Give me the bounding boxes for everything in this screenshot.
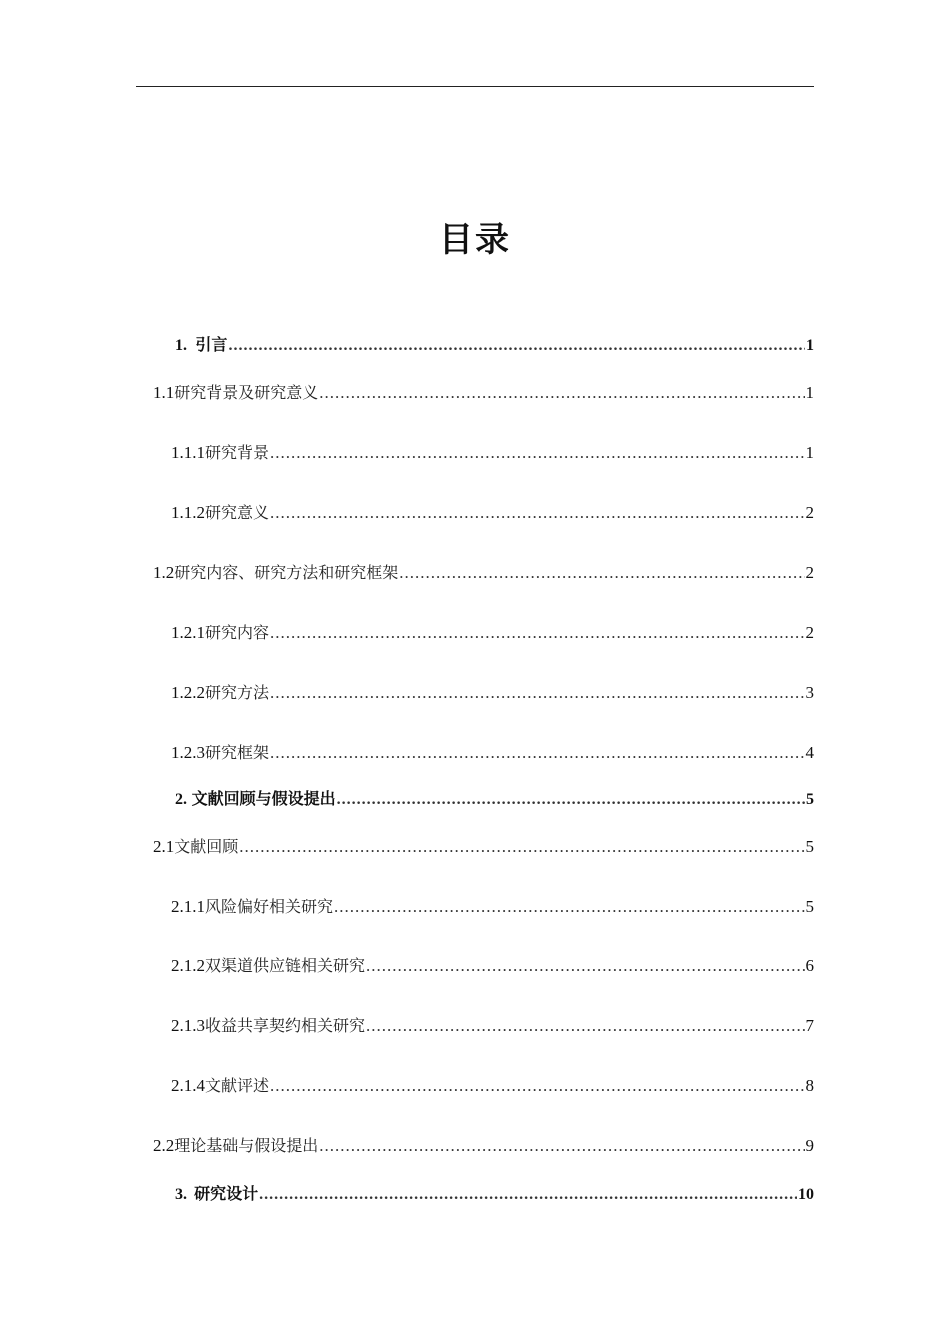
toc-entry-label: 研究背景 (205, 443, 270, 462)
toc-entry-number: 1.2 (153, 563, 175, 582)
toc-entry-page: 9 (805, 1136, 814, 1155)
toc-entry-label: 引言 (195, 335, 228, 354)
toc-entry-number: 1.1.2 (171, 503, 205, 522)
toc-entry[interactable] (175, 1181, 814, 1204)
toc-entry-number: 3. (175, 1186, 187, 1203)
toc-entry-label: 研究背景及研究意义 (174, 383, 319, 402)
toc-dot-leader (270, 1076, 804, 1096)
toc-entry-number: 2. (175, 791, 187, 808)
toc-entry[interactable] (153, 560, 814, 583)
toc-entry-label: 风险偏好相关研究 (205, 897, 334, 916)
page-title: 目录 (439, 220, 511, 260)
toc-entry-page: 6 (805, 956, 814, 975)
toc-entry-label: 文献评述 (205, 1076, 270, 1095)
toc-entry[interactable] (171, 740, 814, 763)
toc-dot-leader (319, 1136, 804, 1156)
toc-entry-page: 5 (806, 791, 814, 808)
toc-dot-leader (270, 623, 804, 643)
toc-dot-leader (337, 791, 805, 809)
toc-entry-label: 研究方法 (205, 683, 270, 702)
toc-entry-page: 4 (805, 743, 814, 762)
toc-entry-number: 2.2 (153, 1136, 175, 1155)
toc-entry-page: 2 (805, 623, 814, 642)
toc-dot-leader (270, 443, 804, 463)
toc-entry-label: 研究内容、研究方法和研究框架 (174, 563, 399, 582)
toc-entry[interactable] (171, 894, 814, 917)
toc-dot-leader (239, 837, 804, 857)
toc-entry-page: 5 (805, 897, 814, 916)
toc-entry-number: 2.1.4 (171, 1076, 205, 1095)
toc-entry-number: 1. (175, 337, 187, 354)
toc-dot-leader (259, 1186, 797, 1204)
toc-entry-label: 文献回顾 (174, 837, 239, 856)
toc-dot-leader (270, 503, 804, 523)
toc-entry[interactable] (171, 1073, 814, 1096)
toc-entry-number: 1.2.1 (171, 623, 205, 642)
toc-entry-page: 2 (805, 503, 814, 522)
toc-dot-leader (270, 743, 804, 763)
toc-dot-leader (366, 956, 804, 976)
toc-entry-number: 2.1.3 (171, 1016, 205, 1035)
toc-entry-label: 研究设计 (194, 1184, 259, 1203)
toc-entry-label: 收益共享契约相关研究 (205, 1016, 366, 1035)
toc-entry[interactable] (171, 680, 814, 703)
toc-dot-leader (366, 1016, 804, 1036)
toc-entry-number: 1.1 (153, 383, 175, 402)
toc-dot-leader (228, 337, 805, 355)
toc-entry-page: 5 (805, 837, 814, 856)
toc-dot-leader (399, 563, 804, 583)
toc-entry[interactable] (175, 332, 814, 355)
toc-entry-label: 理论基础与假设提出 (174, 1136, 319, 1155)
toc-entry-number: 1.1.1 (171, 443, 205, 462)
toc-entry[interactable] (171, 953, 814, 976)
toc-entry-label: 研究内容 (205, 623, 270, 642)
toc-dot-leader (334, 897, 804, 917)
toc-dot-leader (319, 383, 804, 403)
toc-entry-number: 1.2.2 (171, 683, 205, 702)
toc-entry-page: 1 (805, 443, 814, 462)
toc-entry[interactable] (175, 786, 814, 809)
toc-entry-page: 7 (805, 1016, 814, 1035)
toc-entry-page: 1 (806, 337, 814, 354)
toc-entry-number: 1.2.3 (171, 743, 205, 762)
toc-entry-label: 双渠道供应链相关研究 (205, 956, 366, 975)
toc-dot-leader (270, 683, 804, 703)
toc-entry-number: 2.1.2 (171, 956, 205, 975)
toc-entry[interactable] (153, 834, 814, 857)
toc-entry-page: 8 (805, 1076, 814, 1095)
toc-entry-page: 2 (805, 563, 814, 582)
toc-entry-label: 文献回顾与假设提出 (191, 789, 336, 808)
toc-entry-number: 2.1 (153, 837, 175, 856)
header-rule (136, 86, 814, 87)
toc-entry[interactable] (171, 620, 814, 643)
toc-entry[interactable] (171, 1013, 814, 1036)
toc-entry-page: 10 (798, 1186, 814, 1203)
toc-entry[interactable] (171, 440, 814, 463)
toc-entry-number: 2.1.1 (171, 897, 205, 916)
toc-entry-page: 3 (805, 683, 814, 702)
toc-entry[interactable] (171, 500, 814, 523)
toc-entry[interactable] (153, 1133, 814, 1156)
toc-entry-label: 研究意义 (205, 503, 270, 522)
toc-entry[interactable] (153, 380, 814, 403)
toc-entry-label: 研究框架 (205, 743, 270, 762)
toc-entry-page: 1 (805, 383, 814, 402)
